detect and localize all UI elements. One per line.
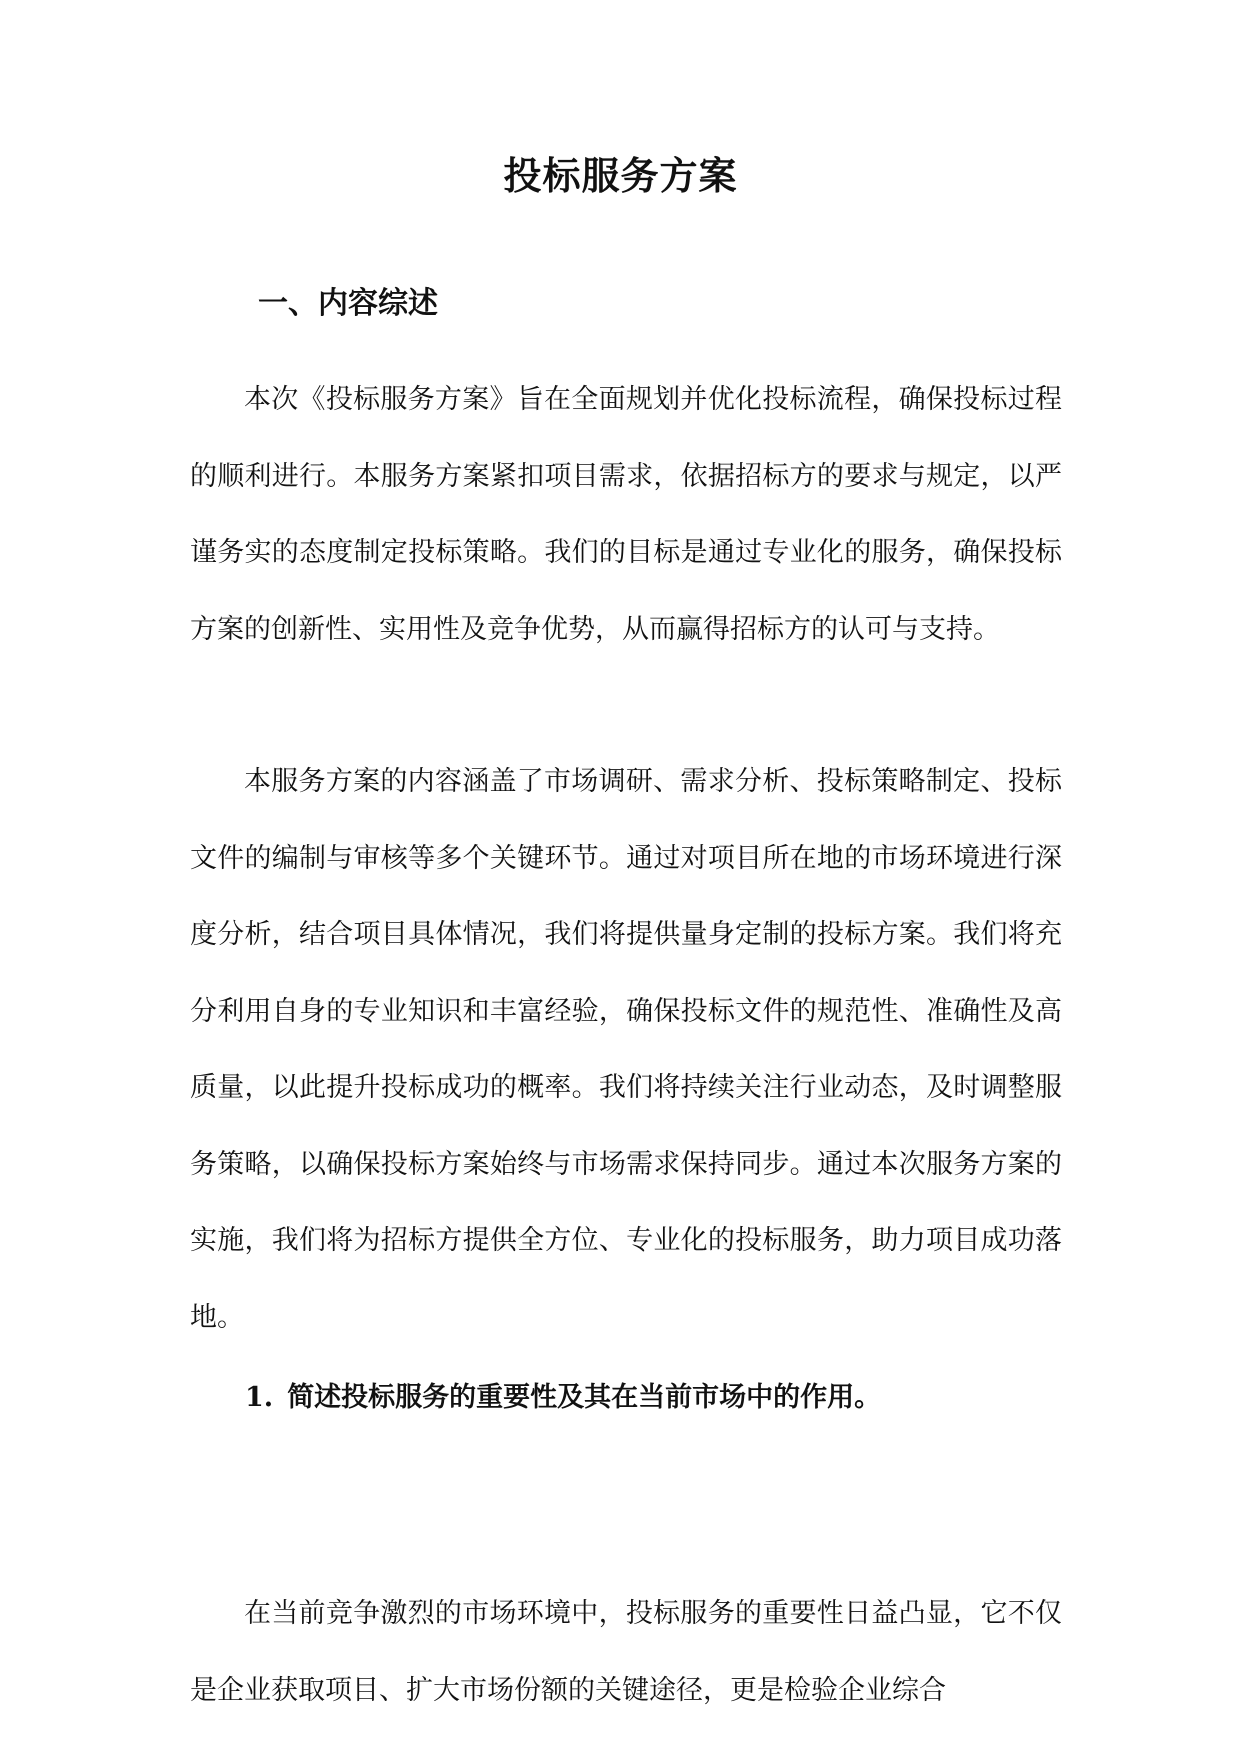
subsection-heading [245,1374,881,1422]
subsection-number: 1. [245,1382,274,1413]
document-title: 投标服务方案 [503,153,738,198]
section-heading-overview: 一、内容综述 [258,286,438,321]
overview-paragraph-1: 本次《投标服务方案》旨在全面规划并优化投标流程，确保投标过程的顺利进行。本服务方案紧扣项目需求，依据招标方的要求与规定，以严谨务实的态度制定投标策略。我们的目标是通过专业化的服务，确保投标方案的创新性、实用性及竞争优势，从而赢得招标方的认可与支持。 [190,384,1062,645]
subsection-heading-text: 简述投标服务的重要性及其在当前市场中的作用。 [287,1382,882,1413]
subsection-paragraph: 在当前竞争激烈的市场环境中，投标服务的重要性日益凸显，它不仅是企业获取项目、扩大市场份额的关键途径，更是检验企业综合 [190,1598,1062,1706]
overview-paragraph-2: 本服务方案的内容涵盖了市场调研、需求分析、投标策略制定、投标文件的编制与审核等多个关键环节。通过对项目所在地的市场环境进行深度分析，结合项目具体情况，我们将提供量身定制的投标方案。我们将充分利用自身的专业知识和丰富经验，确保投标文件的规范性、准确性及高质量，以此提升投标成功的概率。我们将持续关注行业动态，及时调整服务策略，以确保投标方案始终与市场需求保持同步。通过本次服务方案的实施，我们将为招标方提供全方位、专业化的投标服务，助力项目成功落地。 [190,766,1062,1333]
